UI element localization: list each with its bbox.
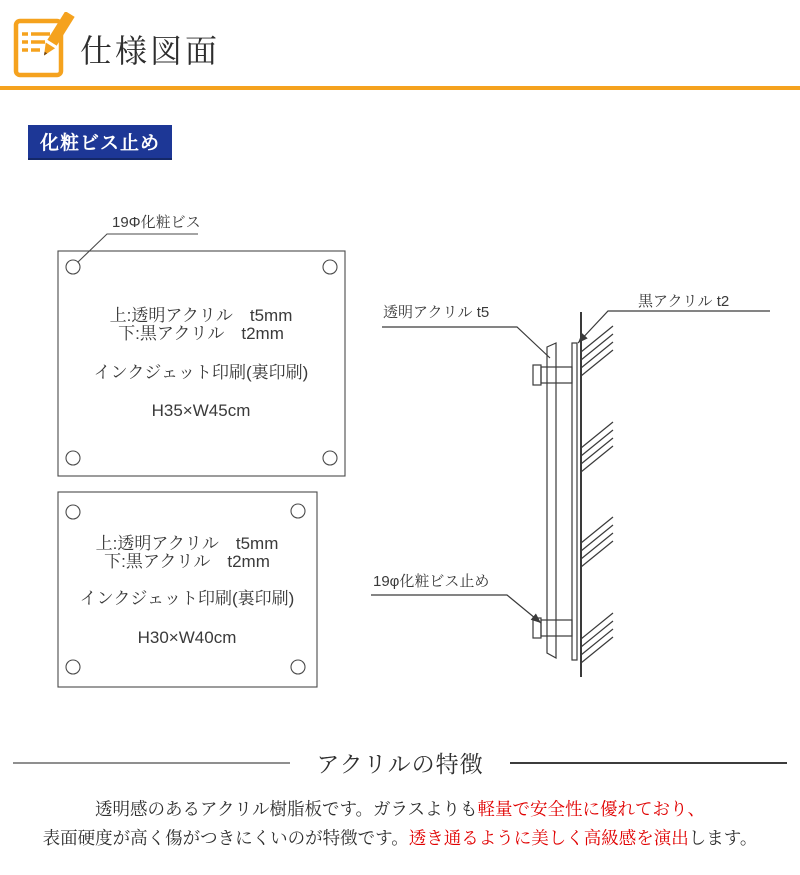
material-bottom-label: 下:黒アクリル t2mm	[118, 324, 284, 343]
feature-text: 透明感のあるアクリル樹脂板です。ガラスよりも	[94, 799, 478, 819]
black-acrylic-label: 黒アクリル t2	[638, 293, 730, 310]
heading-rule-right	[510, 762, 787, 764]
clear-acrylic-label: 透明アクリル t5	[383, 304, 490, 321]
print-method-label: インクジェット印刷(裏印刷)	[93, 363, 309, 382]
material-top-label: 上:透明アクリル t5mm	[95, 534, 279, 553]
features-heading-row	[0, 746, 800, 779]
size-label: H30×W40cm	[137, 628, 237, 647]
features-line-2	[0, 824, 800, 853]
feature-text: 表面硬度が高く傷がつきにくいのが特徴です。	[42, 828, 409, 848]
clear-acrylic-panel	[547, 343, 556, 658]
mounting-type-badge	[28, 125, 172, 160]
black-acrylic-leader	[578, 311, 770, 343]
feature-text-highlight: 透き通るように美しく高級感を演出	[408, 828, 689, 848]
spec-drawing	[0, 180, 800, 720]
header-divider	[0, 86, 800, 90]
wall-hatching	[581, 326, 613, 663]
features-line-1	[0, 795, 800, 824]
feature-text: します。	[688, 828, 758, 848]
black-acrylic-panel	[572, 343, 577, 660]
screw-fix-label: 19φ化粧ビス止め	[373, 573, 490, 590]
material-top-label: 上:透明アクリル t5mm	[109, 306, 293, 325]
black-acrylic-callout	[578, 293, 770, 343]
features-paragraph	[0, 795, 800, 853]
clear-acrylic-leader	[382, 327, 550, 358]
features-heading: アクリルの特徴	[316, 751, 484, 777]
feature-text-highlight: 軽量で安全性に優れており、	[477, 799, 706, 819]
page-title: 仕様図面	[80, 33, 221, 69]
material-bottom-label: 下:黒アクリル t2mm	[104, 552, 270, 571]
screw-fix-leader	[371, 595, 541, 623]
badge-label: 化粧ビス止め	[39, 133, 160, 154]
side-view	[371, 293, 770, 677]
screw-fix-callout	[371, 573, 541, 623]
note-pencil-icon	[12, 12, 76, 80]
clear-acrylic-callout	[382, 304, 550, 358]
screw-callout-label: 19Φ化粧ビス	[112, 214, 201, 231]
size-label: H35×W45cm	[151, 401, 251, 420]
heading-rule-left	[13, 762, 290, 764]
print-method-label: インクジェット印刷(裏印刷)	[79, 589, 295, 608]
